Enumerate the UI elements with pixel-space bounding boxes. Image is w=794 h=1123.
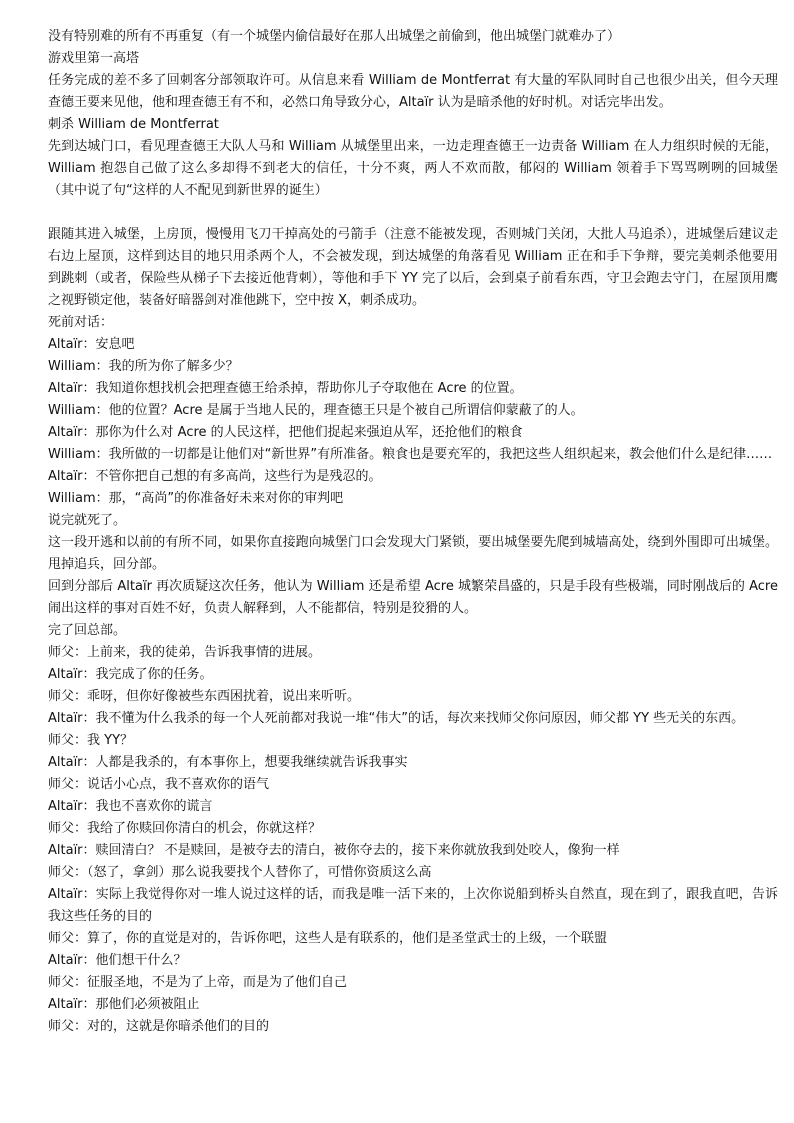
paragraph: 任务完成的差不多了回刺客分部领取许可。从信息来看 William de Montferrat 有大量的军队同时自己也很少出关，但今天理查德王要来见他，他和理查德王有不和，必然口角导致分心，Altaïr 认为是暗杀他的好时机。对话完毕出发。 <box>48 73 778 110</box>
blank-line <box>48 202 778 224</box>
paragraph: 完了回总部。 <box>48 623 127 638</box>
paragraph: 师父：算了，你的直觉是对的，告诉你吧，这些人是有联系的，他们是圣堂武士的上级，一个联盟 <box>48 931 608 946</box>
paragraph: William：他的位置？Acre 是属于当地人民的，理查德王只是个被自己所谓信仰蒙蔽了的人。 <box>48 403 584 418</box>
paragraph: 刺杀 William de Montferrat <box>48 117 219 132</box>
paragraph: 这一段开逃和以前的有所不同，如果你直接跑向城堡门口会发现大门紧锁，要出城堡要先爬到城墙高处，绕到外围即可出城堡。甩掉追兵，回分部。 <box>48 535 778 572</box>
paragraph: Altaïr：实际上我觉得你对一堆人说过这样的话，而我是唯一活下来的，上次你说船到桥头自然直，现在到了，跟我直吧，告诉我这些任务的目的 <box>48 887 778 924</box>
document-page <box>48 26 778 1038</box>
paragraph: William：我所做的一切都是让他们对“新世界”有所准备。粮食也是要充军的，我把这些人组织起来，教会他们什么是纪律…… <box>48 447 773 462</box>
paragraph: Altaïr：我不懂为什么我杀的每一个人死前都对我说一堆“伟大”的话，每次来找师父你问原因，师父都 YY 些无关的东西。 <box>48 711 745 726</box>
paragraph: Altaïr：我完成了你的任务。 <box>48 667 213 682</box>
paragraph: Altaïr：安息吧 <box>48 337 135 352</box>
paragraph: Altaïr：人都是我杀的，有本事你上，想要我继续就告诉我事实 <box>48 755 408 770</box>
paragraph: 师父：我 YY？ <box>48 733 134 748</box>
paragraph: William：我的所为你了解多少？ <box>48 359 239 374</box>
paragraph: 没有特别难的所有不再重复（有一个城堡内偷信最好在那人出城堡之前偷到，他出城堡门就难办了） <box>48 29 621 44</box>
paragraph: Altaïr：那他们必须被阻止 <box>48 997 200 1012</box>
paragraph: 先到达城门口，看见理查德王大队人马和 William 从城堡里出来，一边走理查德王一边责备 William 在人力组织时候的无能，William 抱怨自己做了这么多却得不到老大的信任，十分不爽，两人不欢而散，郁闷的 William 领着手下骂骂咧咧的回城堡（其中说了句“这样的人不配见到新世界的诞生） <box>48 139 778 198</box>
paragraph: Altaïr：赎回清白？ 不是赎回，是被夺去的清白，被你夺去的，接下来你就放我到处咬人，像狗一样 <box>48 843 620 858</box>
paragraph: Altaïr：他们想干什么？ <box>48 953 187 968</box>
paragraph: 师父：上前来，我的徒弟，告诉我事情的进展。 <box>48 645 322 660</box>
paragraph: 师父：（怒了，拿剑）那么说我要找个人替你了，可惜你资质这么高 <box>48 865 432 880</box>
paragraph: Altaïr：不管你把自己想的有多高尚，这些行为是残忍的。 <box>48 469 382 484</box>
paragraph: 死前对话： <box>48 315 114 330</box>
paragraph: Altaïr：那你为什么对 Acre 的人民这样，把他们捉起来强迫从军，还抢他们的粮食 <box>48 425 523 440</box>
paragraph: Altaïr：我知道你想找机会把理查德王给杀掉，帮助你儿子夺取他在 Acre 的位置。 <box>48 381 523 396</box>
paragraph: 游戏里第一高塔 <box>48 51 140 66</box>
paragraph: 说完就死了。 <box>48 513 127 528</box>
paragraph: 师父：征服圣地，不是为了上帝，而是为了他们自己 <box>48 975 348 990</box>
paragraph: 师父：我给了你赎回你清白的机会，你就这样？ <box>48 821 322 836</box>
paragraph: 回到分部后 Altaïr 再次质疑这次任务，他认为 William 还是希望 Acre 城繁荣昌盛的，只是手段有些极端，同时刚战后的 Acre 闹出这样的事对百姓不好，负责人解释到，人不能都信，特别是狡猾的人。 <box>48 579 778 616</box>
paragraph: Altaïr：我也不喜欢你的谎言 <box>48 799 213 814</box>
paragraph: 师父：对的，这就是你暗杀他们的目的 <box>48 1019 270 1034</box>
paragraph: 跟随其进入城堡，上房顶，慢慢用飞刀干掉高处的弓箭手（注意不能被发现，否则城门关闭，大批人马追杀），进城堡后建议走右边上屋顶，这样到达目的地只用杀两个人，不会被发现，到达城堡的角落看见 William 正在和手下争辩，要完美刺杀他要用到跳刺（或者，保险些从梯子下去接近他背刺），等他和手下 YY 完了以后，会到桌子前看东西，守卫会跑去守门，在屋顶用鹰之视野锁定他，装备好暗器剑对准他跳下，空中按 X，刺杀成功。 <box>48 227 778 308</box>
paragraph: 师父：说话小心点，我不喜欢你的语气 <box>48 777 270 792</box>
paragraph: William：那，“高尚”的你准备好未来对你的审判吧 <box>48 491 344 506</box>
paragraph: 师父：乖呀，但你好像被些东西困扰着，说出来听听。 <box>48 689 361 704</box>
